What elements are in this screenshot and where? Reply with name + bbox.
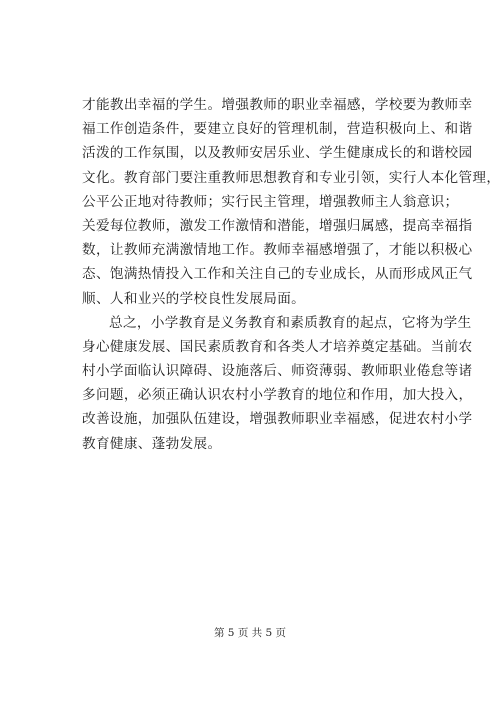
page-footer: 第 5 页 共 5 页: [213, 627, 287, 639]
text-line: 才能教出幸福的学生。增强教师的职业幸福感，学校要为教师幸: [82, 97, 473, 113]
text-line: 活泼的工作氛围，以及教师安居乐业、学生健康成长的和谐校园: [82, 145, 473, 162]
text-line: 改善设施，加强队伍建设，增强教师职业幸福感，促进农村小学: [82, 411, 473, 428]
body-text: [82, 93, 500, 456]
text-line: 态、饱满热情投入工作和关注自己的专业成长，从而形成风正气: [82, 266, 473, 283]
text-line: 福工作创造条件，要建立良好的管理机制，营造积极向上、和谐: [82, 121, 473, 138]
text-line: 公平公正地对待教师；实行民主管理，增强教师主人翁意识；: [82, 193, 459, 210]
text-line: 总之，小学教育是义务教育和素质教育的起点，它将为学生: [109, 314, 472, 331]
text-line: 教育健康、蓬勃发展。: [82, 435, 222, 452]
text-line: 数，让教师充满激情地工作。教师幸福感增强了，才能以积极心: [82, 242, 473, 259]
text-line: 村小学面临认识障碍、设施落后、师资薄弱、教师职业倦怠等诸: [82, 363, 473, 380]
paragraph-2: [82, 311, 473, 456]
text-line: 多问题，必须正确认识农村小学教育的地位和作用，加大投入，: [82, 387, 473, 404]
text-line: 关爱每位教师，激发工作激情和潜能，增强归属感，提高幸福指: [82, 217, 473, 234]
paragraph-1: [82, 93, 500, 311]
text-line: 身心健康发展、国民素质教育和各类人才培养奠定基础。当前农: [82, 338, 473, 355]
text-line: 文化。教育部门要注重教师思想教育和专业引领，实行人本化管理，: [82, 169, 500, 186]
text-line: 顺、人和业兴的学校良性发展局面。: [82, 290, 306, 307]
